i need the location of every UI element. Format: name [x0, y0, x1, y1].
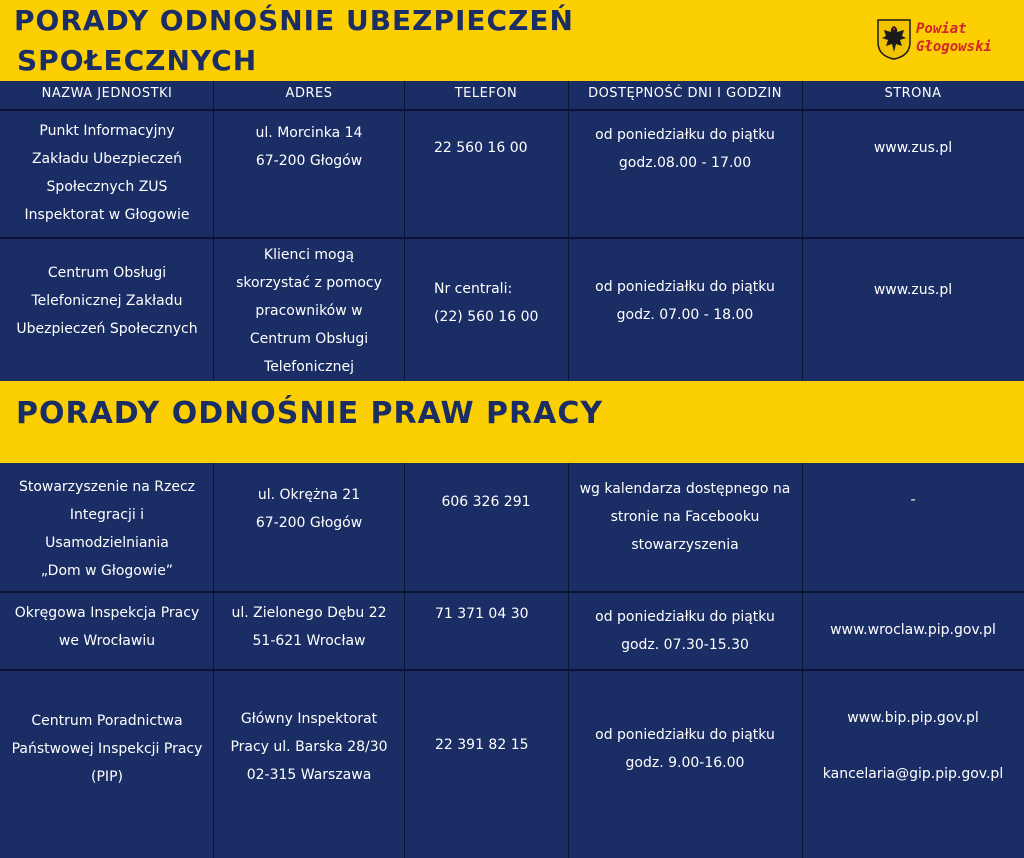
- cell-text: godz. 9.00-16.00: [625, 755, 745, 771]
- cell-text: 71 371 04 30: [435, 606, 529, 622]
- cell-name: [0, 114, 214, 232]
- cell-hours: [568, 720, 802, 778]
- cell-text: 606 326 291: [441, 494, 531, 510]
- website-link[interactable]: www.bip.pip.gov.pl: [847, 710, 979, 726]
- grid-divider: [802, 463, 803, 858]
- cell-site[interactable]: [802, 134, 1024, 162]
- cell-hours: [568, 474, 802, 560]
- cell-text: od poniedziałku do piątku: [595, 127, 775, 143]
- cell-phone: [434, 134, 568, 162]
- cell-text: Inspektorat w Głogowie: [24, 207, 190, 223]
- logo-line2: Głogowski: [916, 39, 992, 55]
- cell-text: 51-621 Wrocław: [252, 633, 366, 649]
- cell-text: Ubezpieczeń Społecznych: [16, 321, 198, 337]
- grid-divider: [0, 237, 1024, 239]
- logo-line1: Powiat: [916, 21, 967, 37]
- cell-text: Integracji i: [69, 507, 145, 523]
- column-header-name: NAZWA JEDNOSTKI: [41, 86, 173, 101]
- cell-text: (22) 560 16 00: [434, 309, 539, 325]
- grid-divider: [0, 669, 1024, 671]
- section-banner-social-insurance: [0, 0, 1024, 81]
- cell-name: [0, 258, 214, 344]
- section-title-line1: PORADY ODNOŚNIE UBEZPIECZEŃ: [14, 4, 574, 37]
- cell-hours: [568, 602, 802, 660]
- cell-site: [802, 486, 1024, 514]
- cell-site[interactable]: [802, 703, 1024, 789]
- email-link[interactable]: kancelaria@gip.pip.gov.pl: [822, 766, 1004, 782]
- grid-divider: [404, 463, 405, 858]
- cell-text: ul. Zielonego Dębu 22: [231, 605, 387, 621]
- cell-text: skorzystać z pomocy: [236, 274, 382, 291]
- cell-phone: [434, 274, 568, 332]
- website-link[interactable]: www.wroclaw.pip.gov.pl: [830, 622, 996, 638]
- cell-address: [214, 480, 404, 538]
- cell-text: stowarzyszenia: [631, 537, 739, 553]
- cell-address: [214, 240, 404, 381]
- cell-text: Centrum Poradnictwa: [31, 713, 183, 729]
- cell-text: 67-200 Głogów: [255, 153, 363, 169]
- cell-address: [214, 704, 404, 790]
- cell-text: godz.08.00 - 17.00: [618, 155, 752, 171]
- cell-text: ul. Morcinka 14: [255, 125, 363, 141]
- cell-text: Centrum Obsługi: [47, 265, 167, 281]
- cell-phone: [435, 731, 568, 759]
- cell-text: Państwowej Inspekcji Pracy: [11, 741, 203, 757]
- cell-text: Centrum Obsługi: [249, 330, 369, 347]
- cell-text: Nr centrali:: [434, 281, 513, 297]
- grid-divider: [0, 109, 1024, 111]
- table-header: [0, 81, 1024, 109]
- cell-text: Telefonicznej Zakładu: [31, 293, 183, 309]
- cell-text: Punkt Informacyjny: [39, 123, 175, 139]
- cell-text: we Wrocławiu: [58, 633, 156, 649]
- cell-text: -: [910, 492, 916, 508]
- eagle-coat-of-arms-icon: [876, 18, 912, 60]
- cell-text: (PIP): [91, 769, 123, 785]
- powiat-glogowski-logo: [876, 18, 1016, 64]
- column-header-hours: DOSTĘPNOŚĆ DNI I GODZIN: [588, 86, 782, 101]
- cell-text: Pracy ul. Barska 28/30: [230, 739, 388, 755]
- cell-hours: [568, 120, 802, 178]
- cell-text: stronie na Facebooku: [610, 509, 760, 525]
- website-link[interactable]: www.zus.pl: [873, 282, 953, 298]
- column-header-phone: TELEFON: [454, 86, 518, 101]
- cell-site[interactable]: [802, 616, 1024, 644]
- cell-phone: [404, 488, 568, 516]
- cell-text: Główny Inspektorat: [240, 711, 378, 727]
- column-header-address: ADRES: [285, 86, 333, 101]
- column-header-site: STRONA: [884, 86, 942, 101]
- cell-text: 22 560 16 00: [434, 140, 528, 156]
- cell-text: Okręgowa Inspekcja Pracy: [14, 605, 200, 621]
- cell-spacer: [911, 732, 915, 760]
- cell-name: [0, 472, 214, 586]
- cell-text: od poniedziałku do piątku: [595, 609, 775, 625]
- grid-divider: [802, 81, 803, 381]
- cell-text: Stowarzyszenie na Rzecz: [18, 479, 196, 495]
- cell-text: Telefonicznej: [264, 358, 354, 375]
- cell-address: [214, 118, 404, 176]
- cell-text: „Dom w Głogowie”: [40, 563, 174, 579]
- cell-text: wg kalendarza dostępnego na: [579, 481, 791, 497]
- section-title: PORADY ODNOŚNIE PRAW PRACY: [16, 396, 604, 431]
- cell-phone: [435, 600, 568, 628]
- cell-text: ul. Okrężna 21: [257, 487, 361, 503]
- cell-text: godz. 07.00 - 18.00: [616, 307, 754, 323]
- website-link[interactable]: www.zus.pl: [873, 140, 953, 156]
- cell-text: 22 391 82 15: [435, 737, 529, 753]
- grid-divider: [404, 81, 405, 381]
- cell-name: [0, 598, 214, 656]
- section-title-line2: SPOŁECZNYCH: [17, 44, 258, 77]
- logo-text: [916, 20, 992, 56]
- cell-site[interactable]: [802, 276, 1024, 304]
- cell-text: Usamodzielniania: [45, 535, 169, 551]
- cell-address: [214, 598, 404, 656]
- cell-text: godz. 07.30-15.30: [621, 637, 749, 653]
- cell-hours: [568, 272, 802, 330]
- grid-divider: [0, 591, 1024, 593]
- cell-text: 67-200 Głogów: [255, 515, 363, 531]
- cell-text: Zakładu Ubezpieczeń: [31, 151, 183, 167]
- cell-text: pracowników w: [255, 302, 363, 319]
- cell-text: od poniedziałku do piątku: [595, 727, 775, 743]
- section-banner-labor-law: [0, 381, 1024, 463]
- cell-text: 02-315 Warszawa: [246, 767, 372, 783]
- cell-text: od poniedziałku do piątku: [595, 279, 775, 295]
- cell-name: [0, 706, 214, 792]
- cell-text: Klienci mogą: [263, 246, 355, 263]
- cell-text: Społecznych ZUS: [46, 179, 168, 195]
